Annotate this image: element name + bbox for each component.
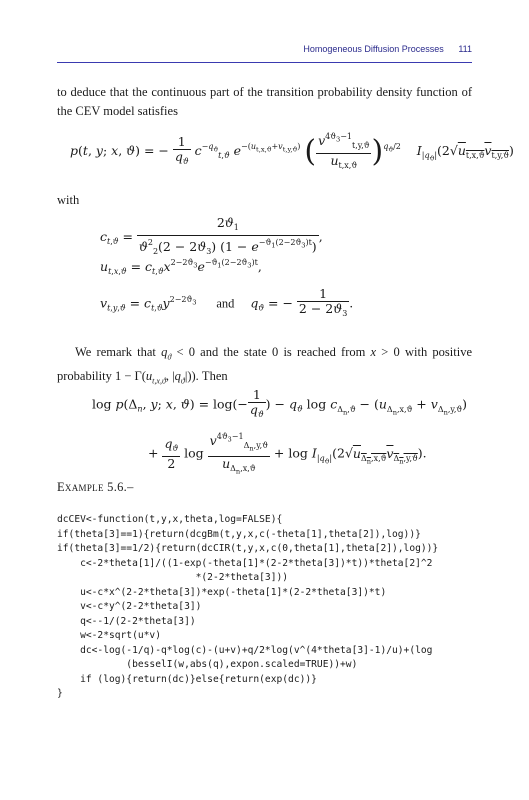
page-number: 111 (458, 44, 472, 54)
log-likelihood-line-2: + $\frac{q_ϑ}{2}$ log $\frac{v^{4ϑ_3-1}_{\Delta_n,y,ϑ}}{u_{\Delta_n,x,ϑ}}$ + $\log I_{|q_ϑ|}(2√u_{\Delta_n,x,ϑ}v_{\Delta_n,y,ϑ})$. (148, 432, 427, 476)
code-line: *(2-2*theta[3])) (57, 572, 289, 583)
code-line: c<-2*theta[1]/((1-exp(-theta[1]*(2-2*theta[3])*t))*theta[2]^2 (57, 557, 433, 569)
code-block (57, 513, 438, 702)
running-header-title: Homogeneous Diffusion Processes (303, 44, 444, 54)
code-line: dc<-log(-1/q)-q*log(c)-(u+v)+q/2*log(v^(4*theta[3]-1)/u)+(log (57, 644, 433, 656)
code-line: q<--1/(2-2*theta[3]) (57, 615, 196, 627)
intro-paragraph: to deduce that the continuous part of the transition probability density function of the CEV model satisfies (57, 85, 472, 118)
code-line: u<-c*x^(2-2*theta[3])*exp(-theta[1]*(2-2*theta[3])*t) (57, 586, 387, 598)
code-line: if (log){return(dc)}else{return(exp(dc))} (57, 673, 317, 685)
with-label: with (57, 193, 80, 207)
code-line: w<-2*sqrt(u*v) (57, 630, 161, 641)
code-line: if(theta[3]==1){return(dcgBm(t,y,x,c(-theta[1],theta[2]),log))} (57, 528, 421, 540)
code-line: } (57, 688, 63, 699)
running-header (303, 44, 472, 54)
code-line: if(theta[3]==1/2){return(dcCIR(t,y,x,c(0,theta[1],theta[2]),log))} (57, 543, 439, 554)
code-line: (besselI(w,abs(q),expon.scaled=TRUE))+w) (57, 659, 358, 670)
v-q-definition: $v_{t,y,ϑ} = c_{t,ϑ}y^{2-2ϑ_3}$ and $q_ϑ$ = − $\frac{1}{2 - 2ϑ_3}$ . (100, 286, 354, 318)
and-word: and (216, 296, 235, 311)
c-definition: $c_{t,ϑ}$ = $\frac{2ϑ_1}{ϑ^2_2(2 - 2ϑ_3) (1 - e^{-ϑ_1(2-2ϑ_3)t})}$ , (100, 215, 323, 256)
log-likelihood-line-1: $\log p(\Delta_n$, y; x, ϑ) = log(− $\frac{1}{q_ϑ}$ ) − $q_ϑ$ $\log c_{\Delta_n,ϑ} - (u_{\Delta_n,x,ϑ} + v_{\Delta_n,y,ϑ})$ (92, 387, 468, 419)
code-line: dcCEV<-function(t,y,x,theta,log=FALSE){ (57, 514, 283, 525)
header-rule (57, 62, 472, 63)
u-definition: $u_{t,x,ϑ} = c_{t,ϑ}x^{2-2ϑ_3}e^{-ϑ_1(2-2ϑ_3)t}$, (100, 258, 262, 276)
example-label-text: Example 5.6.– (57, 480, 134, 494)
density-equation: p(t, y; x, ϑ) = − $\frac{1}{q_ϑ}$ $c^{-q_ϑ}_{t,ϑ}$ $e^{-(u_{t,x,ϑ}+v_{t,y,ϑ})}$ ( $\frac{v^{4ϑ_3-1}_{t,y,ϑ}}{u_{t,x,ϑ}}$ )$^{q_ϑ/2}$ $I_{|q_ϑ|}(2√u_{t,x,ϑ}v_{t,y,ϑ})$ (70, 132, 514, 170)
code-line: v<-c*y^(2-2*theta[3]) (57, 601, 202, 612)
example-label (57, 480, 134, 495)
remark-paragraph: We remark that $q_ϑ < 0$ and the state 0 is reached from x > 0 with positive probability $1 - \Gamma(u_{t,x,ϑ}$, $|q_ϑ|$)). Then (57, 345, 473, 385)
